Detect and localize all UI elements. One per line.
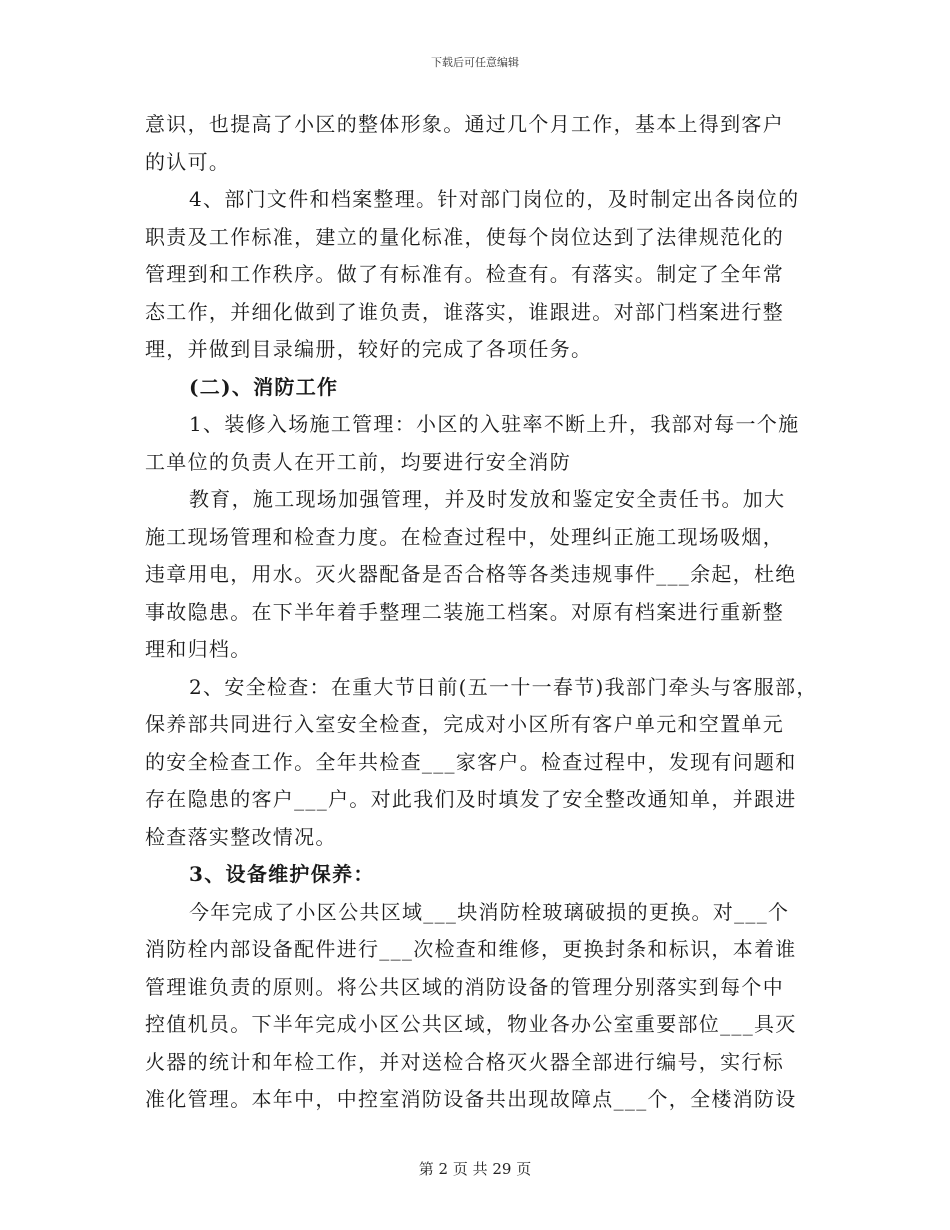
text-line: 检查落实整改情况。 bbox=[145, 824, 337, 849]
text-line: 工单位的负责人在开工前，均要进行安全消防 bbox=[145, 449, 571, 474]
text-line: 意识，也提高了小区的整体形象。通过几个月工作，基本上得到客户 bbox=[145, 112, 784, 136]
text-line: 职责及工作标准，建立的量化标准，使每个岗位达到了法律规范化的 bbox=[145, 224, 784, 249]
text-line: 违章用电，用水。灭火器配备是否合格等各类违规事件___余起，杜绝 bbox=[145, 562, 797, 586]
text-line: 教育，施工现场加强管理，并及时发放和鉴定安全责任书。加大 bbox=[189, 487, 786, 511]
text-line: 管理谁负责的原则。将公共区域的消防设备的管理分别落实到每个中 bbox=[145, 974, 784, 999]
text-line: 的认可。 bbox=[145, 149, 231, 174]
text-line: 保养部共同进行入室安全检查，完成对小区所有客户单元和空置单元 bbox=[145, 712, 784, 736]
text-line: 消防栓内部设备配件进行___次检查和维修，更换封条和标识，本着谁 bbox=[145, 937, 797, 961]
text-line: 火器的统计和年检工作，并对送检合格灭火器全部进行编号，实行标 bbox=[145, 1049, 784, 1074]
text-line: 2、安全检查：在重大节日前(五一十一春节)我部门牵头与客服部， bbox=[189, 674, 818, 699]
text-line: 准化管理。本年中，中控室消防设备共出现故障点___个，全楼消防设 bbox=[145, 1087, 797, 1111]
text-line: 施工现场管理和检查力度。在检查过程中，处理纠正施工现场吸烟， bbox=[145, 524, 784, 549]
text-line: 的安全检查工作。全年共检查___家客户。检查过程中，发现有问题和 bbox=[145, 749, 797, 774]
page-header: 下载后可任意编辑 bbox=[431, 56, 519, 69]
text-line: 今年完成了小区公共区域___块消防栓玻璃破损的更换。对___个 bbox=[189, 899, 790, 924]
text-line: 理，并做到目录编册，较好的完成了各项任务。 bbox=[145, 337, 593, 361]
text-line: 事故隐患。在下半年着手整理二装施工档案。对原有档案进行重新整 bbox=[145, 599, 784, 624]
section-heading: (二)、消防工作 bbox=[189, 374, 339, 399]
text-line: 控值机员。下半年完成小区公共区域，物业各办公室重要部位___具灭 bbox=[145, 1012, 797, 1036]
text-line: 4、部门文件和档案整理。针对部门岗位的，及时制定出各岗位的 bbox=[189, 187, 800, 211]
text-line: 态工作，并细化做到了谁负责，谁落实，谁跟进。对部门档案进行整 bbox=[145, 299, 784, 324]
text-line: 1、装修入场施工管理：小区的入驻率不断上升，我部对每一个施 bbox=[189, 412, 800, 436]
text-line: 存在隐患的客户___户。对此我们及时填发了安全整改通知单，并跟进 bbox=[145, 787, 797, 811]
section-heading: 3、设备维护保养： bbox=[189, 862, 375, 886]
text-line: 理和归档。 bbox=[145, 637, 252, 661]
body-text bbox=[145, 106, 818, 1119]
text-line: 管理到和工作秩序。做了有标准有。检查有。有落实。制定了全年常 bbox=[145, 262, 784, 286]
page-footer: 第 2 页 共 29 页 bbox=[418, 1160, 532, 1178]
